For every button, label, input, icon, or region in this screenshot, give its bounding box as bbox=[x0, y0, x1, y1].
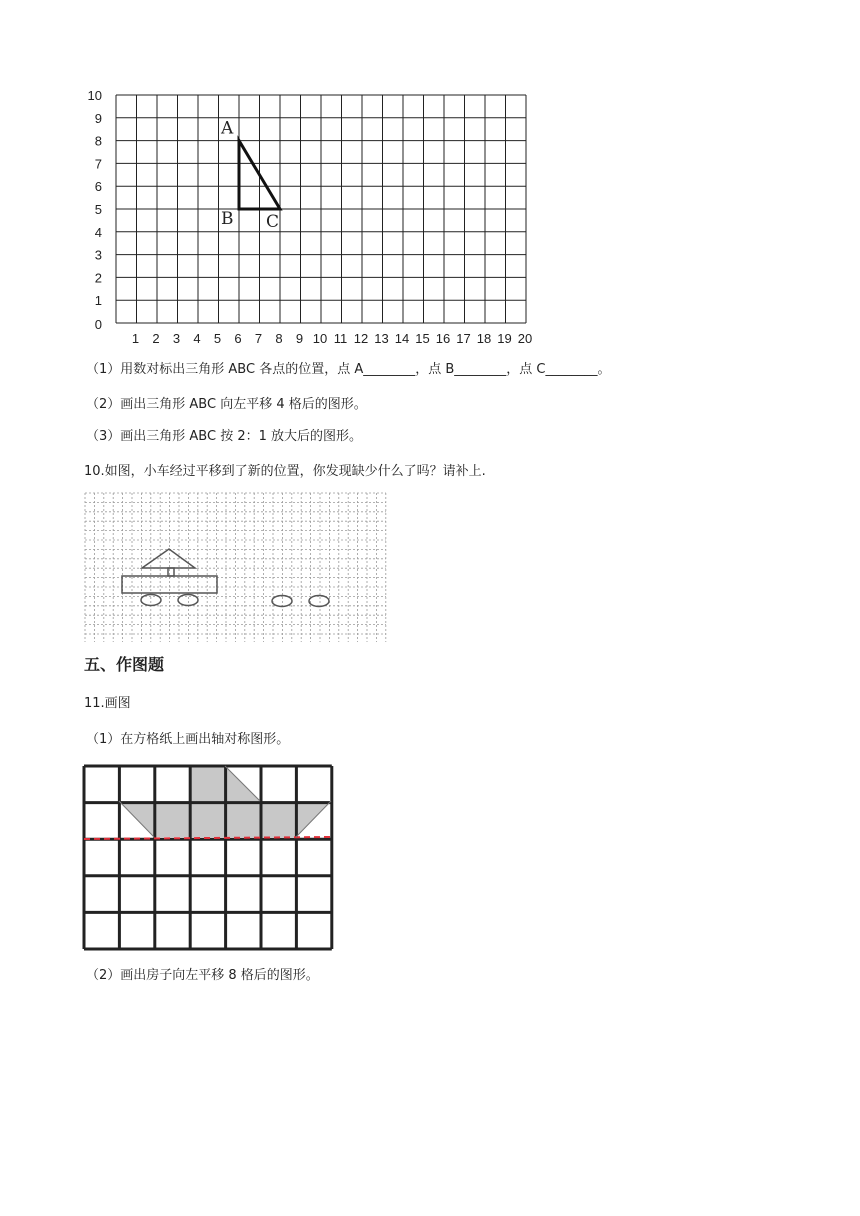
x-tick-label: 14 bbox=[394, 331, 410, 346]
y-tick-label: 3 bbox=[94, 247, 102, 263]
y-tick-label: 8 bbox=[94, 133, 102, 149]
x-tick-label: 19 bbox=[497, 331, 512, 346]
x-tick-label: 5 bbox=[213, 331, 222, 346]
car-translation-figure bbox=[84, 492, 388, 644]
q11-title: 11.画图 bbox=[84, 696, 131, 711]
y-axis-ticks bbox=[88, 88, 102, 332]
moved-wheel-right bbox=[309, 596, 329, 607]
q9-part1-text: （1）用数对标出三角形 ABC 各点的位置，点 A________，点 B________，点 C________。 bbox=[86, 362, 611, 377]
x-tick-label: 15 bbox=[415, 331, 430, 346]
y-tick-label: 2 bbox=[94, 270, 102, 286]
x-tick-label: 3 bbox=[172, 331, 181, 346]
coordinate-grid bbox=[116, 95, 526, 323]
coordinate-grid-figure bbox=[80, 85, 550, 350]
x-tick-label: 10 bbox=[312, 331, 328, 346]
x-tick-label: 18 bbox=[476, 331, 492, 346]
q9-part2-text: （2）画出三角形 ABC 向左平移 4 格后的图形。 bbox=[86, 397, 367, 412]
y-tick-label: 4 bbox=[94, 224, 102, 240]
y-tick-label: 10 bbox=[87, 88, 102, 103]
x-tick-label: 11 bbox=[333, 331, 348, 346]
y-tick-label: 5 bbox=[94, 202, 102, 217]
x-tick-label: 1 bbox=[131, 331, 140, 346]
symmetry-grid-figure bbox=[80, 762, 336, 952]
x-tick-label: 17 bbox=[456, 331, 471, 346]
x-tick-label: 2 bbox=[152, 331, 160, 346]
q11-part2-text: （2）画出房子向左平移 8 格后的图形。 bbox=[86, 968, 319, 983]
vertex-c-label: C bbox=[266, 212, 280, 232]
dotted-grid bbox=[85, 493, 386, 642]
car-wheel-right bbox=[178, 595, 198, 606]
x-tick-label: 8 bbox=[275, 331, 283, 346]
y-tick-label: 7 bbox=[94, 156, 102, 172]
x-tick-label: 16 bbox=[435, 331, 451, 346]
q9-part3-text: （3）画出三角形 ABC 按 2：1 放大后的图形。 bbox=[86, 429, 363, 444]
car-roof-stem bbox=[168, 568, 174, 576]
vertex-a-label: A bbox=[221, 118, 234, 139]
y-tick-label: 9 bbox=[94, 110, 102, 126]
vertex-b-label: B bbox=[221, 209, 234, 229]
x-tick-label: 4 bbox=[193, 331, 201, 346]
q10-text: 10.如图，小车经过平移到了新的位置，你发现缺少什么了吗？请补上. bbox=[84, 464, 486, 479]
x-tick-label: 12 bbox=[353, 331, 369, 346]
x-tick-label: 7 bbox=[254, 331, 263, 346]
q11-part1-text: （1）在方格纸上画出轴对称图形。 bbox=[86, 732, 290, 747]
section-heading: 五、作图题 bbox=[84, 655, 165, 674]
x-tick-label: 20 bbox=[517, 331, 533, 346]
y-tick-label: 1 bbox=[94, 293, 102, 309]
y-tick-label: 6 bbox=[94, 179, 102, 195]
x-tick-label: 9 bbox=[295, 331, 304, 346]
y-tick-label: 0 bbox=[94, 317, 102, 332]
x-tick-label: 6 bbox=[234, 331, 242, 346]
x-axis-ticks bbox=[132, 331, 532, 346]
x-tick-label: 13 bbox=[374, 331, 389, 346]
